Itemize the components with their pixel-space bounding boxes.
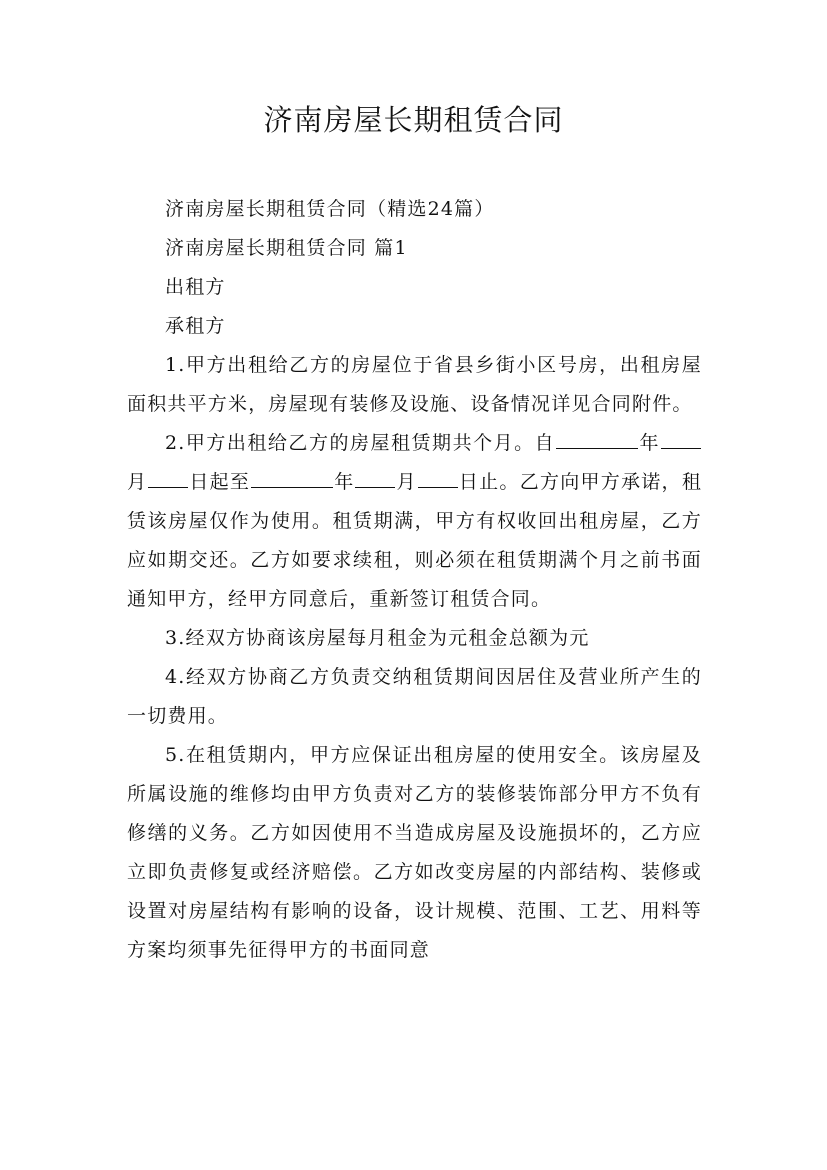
paragraph-section-heading: 济南房屋长期租赁合同 篇1 [165, 237, 408, 259]
clause-2-text-1: 2.甲方出租给乙方的房屋租赁期共个月。自 [165, 432, 556, 454]
clause-2-text-3: 月 [127, 471, 148, 493]
blank-line [556, 426, 638, 449]
document-body [127, 190, 702, 970]
paragraph-clause-4: 4.经双方协商乙方负责交纳租赁期间因居住及营业所产生的一切费用。 [127, 666, 702, 727]
paragraph-clause-5: 5.在租赁期内，甲方应保证出租房屋的使用安全。该房屋及所属设施的维修均由甲方负责对乙方的装修装饰部分甲方不负有修缮的义务。乙方如因使用不当造成房屋及设施损坏的，乙方应立即负责修复或经济赔偿。乙方如改变房屋的内部结构、装修或设置对房屋结构有影响的设备，设计规模、范围、工艺、用料等方案均须事先征得甲方的书面同意 [127, 744, 702, 961]
blank-line [661, 426, 701, 449]
clause-2-text-2: 年 [639, 432, 660, 454]
clause-2-text-4: 日起至 [189, 471, 251, 493]
paragraph-lessor: 出租方 [165, 276, 226, 298]
paragraph-clause-3: 3.经双方协商该房屋每月租金为元租金总额为元 [165, 627, 590, 649]
document-title: 济南房屋长期租赁合同 [263, 103, 564, 137]
paragraph-clause-1: 1.甲方出租给乙方的房屋位于省县乡街小区号房，出租房屋面积共平方米，房屋现有装修及设施、设备情况详见合同附件。 [127, 354, 702, 415]
clause-2-text-7: 日止。乙方向甲方承诺，租赁该房屋仅作为使用。租赁期满，甲方有权收回出租房屋，乙方应如期交还。乙方如要求续租，则必须在租赁期满个月之前书面通知甲方，经甲方同意后，重新签订租赁合同。 [127, 471, 703, 610]
paragraph-subtitle: 济南房屋长期租赁合同（精选24篇） [165, 198, 495, 220]
blank-line [251, 465, 333, 488]
clause-2-text-5: 年 [334, 471, 355, 493]
blank-line [355, 465, 395, 488]
blank-line [418, 465, 458, 488]
blank-line [148, 465, 188, 488]
clause-2-text-6: 月 [396, 471, 417, 493]
paragraph-clause-2 [127, 424, 702, 619]
paragraph-lessee: 承租方 [165, 315, 226, 337]
